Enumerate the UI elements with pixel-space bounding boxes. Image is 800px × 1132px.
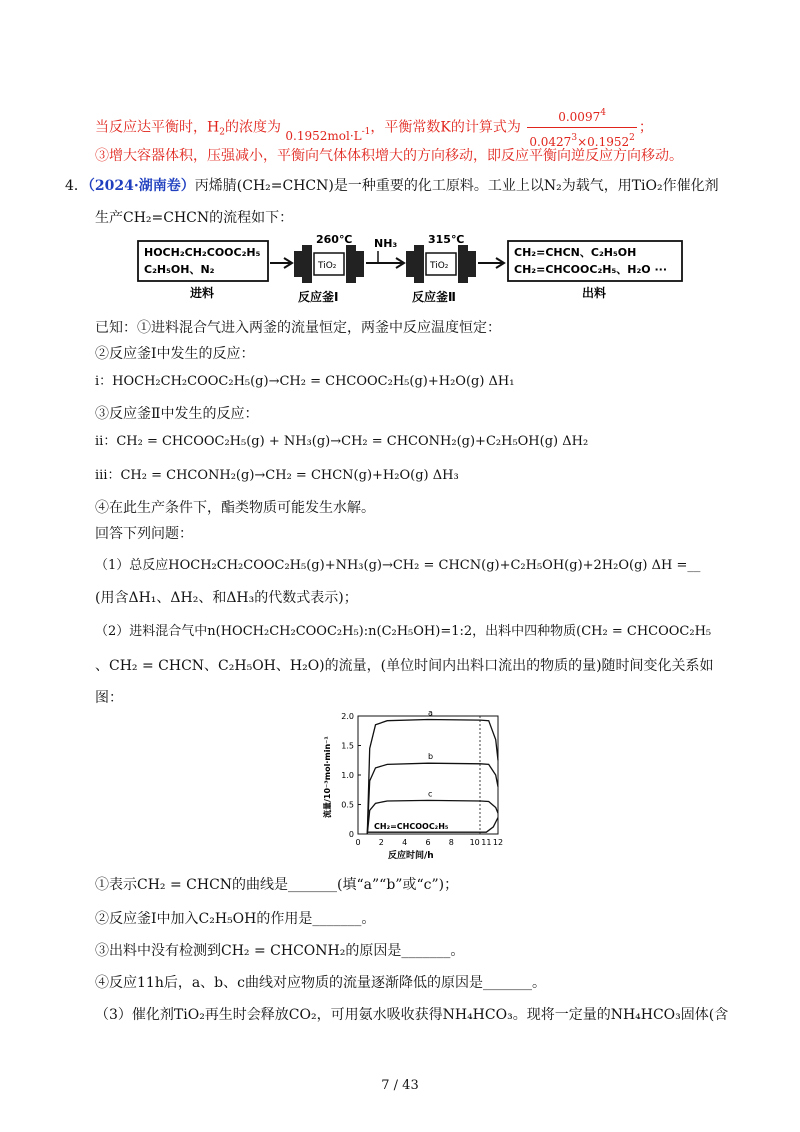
- feed-label: 进料: [190, 286, 215, 300]
- question-1-note: (用含ΔH₁、ΔH₂、和ΔH₃的代数式表示)；: [95, 590, 358, 606]
- series-label-a: a: [428, 708, 433, 718]
- flow-rate-chart: [318, 708, 518, 868]
- output-label: 出料: [582, 286, 607, 300]
- y-axis-label: 流量/10⁻³mol·min⁻¹: [323, 736, 332, 818]
- reactor-2: [406, 245, 476, 283]
- nh3-label: NH₃: [374, 237, 398, 250]
- reactor-1-label: 反应釜Ⅰ: [298, 290, 339, 304]
- catalyst-1: TiO₂: [318, 261, 337, 271]
- reaction-i: ⅰ：HOCH₂CH₂COOC₂H₅(g)→CH₂ = CHCOOC₂H₅(g)+H₂O(g) ΔH₁: [95, 374, 515, 389]
- question-3: （3）催化剂TiO₂再生时会释放CO₂，可用氨水吸收获得NH₄HCO₃。现将一定量的NH₄HCO₃固体(含: [95, 1007, 729, 1023]
- output-line-2: CH₂=CHCOOC₂H₅、H₂O ···: [514, 263, 668, 276]
- arrow-3: [478, 258, 504, 268]
- question-2-line-3: 图：: [95, 690, 123, 706]
- x-tick-label: 11: [481, 838, 492, 847]
- feed-line-2: C₂H₅OH、N₂: [144, 263, 215, 276]
- question-2-part-2: ②反应釜Ⅰ中加入C₂H₅OH的作用是_______。: [95, 911, 376, 927]
- y-tick-label: 1.5: [341, 741, 354, 751]
- x-tick-label: 4: [402, 838, 408, 847]
- question-2-line-2: 、CH₂ = CHCN、C₂H₅OH、H₂O)的流量，(单位时间内出料口流出的物质的量)随时间变化关系如: [95, 658, 714, 674]
- answer-line-1: 当反应达平衡时，$H_2$的浓度为 $0.1952mol\cdot L^{-1}$，平衡常数K的计算式为 $\frac{0.0097^4}{0.0427^3\times 0.1952^2}$ ；: [95, 103, 653, 152]
- temp-2: 315℃: [428, 235, 465, 246]
- reaction-iii: ⅲ：CH₂ = CHCONH₂(g)→CH₂ = CHCN(g)+H₂O(g) ΔH₃: [95, 468, 459, 483]
- temp-1: 260℃: [316, 235, 353, 246]
- catalyst-2: TiO₂: [430, 261, 449, 271]
- x-tick-label: 0: [355, 838, 361, 847]
- question-4-intro-2: 生产CH₂=CHCN的流程如下：: [95, 210, 294, 226]
- x-tick-label: 10: [469, 838, 480, 847]
- plot-area: [358, 716, 498, 834]
- reactor-2-label: 反应釜Ⅱ: [412, 290, 456, 304]
- known-2: ②反应釜Ⅰ中发生的反应：: [95, 346, 255, 362]
- known-4: ④在此生产条件下，酯类物质可能发生水解。: [95, 500, 375, 516]
- reaction-ii: ⅱ：CH₂ = CHCOOC₂H₅(g) + NH₃(g)→CH₂ = CHCONH₂(g)+C₂H₅OH(g) ΔH₂: [95, 434, 589, 449]
- equilibrium-constant-fraction: $\frac{0.0097^4}{0.0427^3\times 0.1952^2}$: [527, 103, 637, 152]
- question-2-part-3: ③出料中没有检测到CH₂ = CHCONH₂的原因是_______。: [95, 943, 465, 959]
- output-line-1: CH₂=CHCN、C₂H₅OH: [514, 246, 637, 259]
- y-tick-label: 0: [348, 830, 354, 839]
- arrow-2: [366, 258, 404, 268]
- known-3: ③反应釜Ⅱ中发生的反应：: [95, 406, 259, 422]
- flow-diagram: [130, 235, 690, 307]
- y-tick-label: 2.0: [341, 712, 354, 721]
- question-2-part-1: ①表示CH₂ = CHCN的曲线是_______(填“a”“b”或“c”)；: [95, 877, 459, 893]
- page-number: 7 / 43: [381, 1078, 419, 1093]
- question-4-intro: 4．（2024·湖南卷）丙烯腈(CH₂=CHCN)是一种重要的化工原料。工业上以N₂为载气，用TiO₂作催化剂: [65, 178, 719, 194]
- x-tick-label: 8: [448, 838, 454, 847]
- y-tick-label: 1.0: [341, 771, 354, 780]
- question-2-part-4: ④反应11h后，a、b、c曲线对应物质的流量逐渐降低的原因是_______。: [95, 975, 546, 991]
- x-tick-label: 12: [492, 838, 504, 847]
- x-tick-label: 6: [425, 838, 431, 847]
- x-tick-label: 2: [378, 838, 384, 847]
- arrow-1: [270, 258, 292, 268]
- known-1: 已知：①进料混合气进入两釜的流量恒定，两釜中反应温度恒定：: [95, 320, 501, 336]
- x-axis-label: 反应时间/h: [388, 851, 434, 861]
- series-line-a: [367, 720, 498, 835]
- question-2-line-1: （2）进料混合气中n(HOCH₂CH₂COOC₂H₅):n(C₂H₅OH)=1:2，出料中四种物质(CH₂ = CHCOOC₂H₅: [95, 624, 712, 639]
- answer-prompt: 回答下列问题：: [95, 526, 193, 542]
- answer-line-2: ③增大容器体积，压强减小，平衡向气体体积增大的方向移动，即反应平衡向逆反应方向移动。: [95, 148, 683, 164]
- reactor-1: [294, 245, 364, 283]
- series-label-b: b: [428, 752, 434, 762]
- feed-line-1: HOCH₂CH₂COOC₂H₅: [144, 246, 261, 259]
- annotation: CH₂=CHCOOC₂H₅: [374, 822, 449, 831]
- series-label-c: c: [428, 789, 433, 799]
- question-1: （1）总反应HOCH₂CH₂COOC₂H₅(g)+NH₃(g)→CH₂ = CHCN(g)+C₂H₅OH(g)+2H₂O(g) ΔH =__: [95, 558, 701, 573]
- y-tick-label: 0.5: [341, 800, 354, 810]
